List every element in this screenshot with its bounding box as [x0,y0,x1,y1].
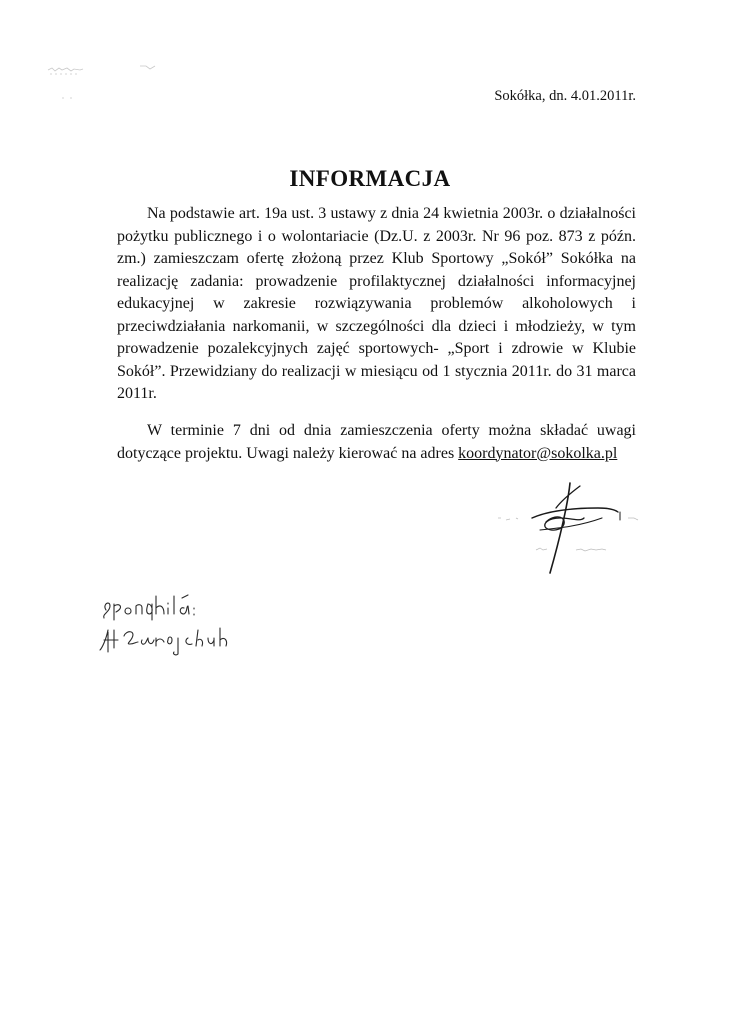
handwritten-signature [480,478,650,578]
handwritten-prepared-by-note [96,590,236,660]
paragraph-main: Na podstawie art. 19a ust. 3 ustawy z dnia 24 kwietnia 2003r. o działalności pożytku publicznego i o wolontariacie (Dz.U. z 2003r. Nr 96 poz. 873 z późn. zm.) zamieszczam ofertę złożoną przez Klub Sportowy „Sokół” Sokółka na realizację zadania: prowadzenie profilaktycznej działalności informacyjnej edukacyjnej w zakresie rozwiązywania problemów alkoholowych i przeciwdziałania narkomanii, w szczególności dla dzieci i młodzieży, w tym prowadzenie pozalekcyjnych zajęć sportowych- „Sport i zdrowie w Klubie Sokół”. Przewidziany do realizacji w miesiącu od 1 stycznia 2011r. do 31 marca 2011r. [117,205,636,402]
document-title: INFORMACJA [289,166,451,191]
contact-email-link[interactable]: koordynator@sokolka.pl [458,444,618,462]
date-line: Sokółka, dn. 4.01.2011r. [494,88,636,104]
faint-stamp-mark [40,58,190,108]
paragraph-comments [117,420,636,465]
paragraph-comments-text: W terminie 7 dni od dnia zamieszczenia oferty można składać uwagi dotyczące projektu. Uwagi należy kierować na adres [117,422,636,462]
